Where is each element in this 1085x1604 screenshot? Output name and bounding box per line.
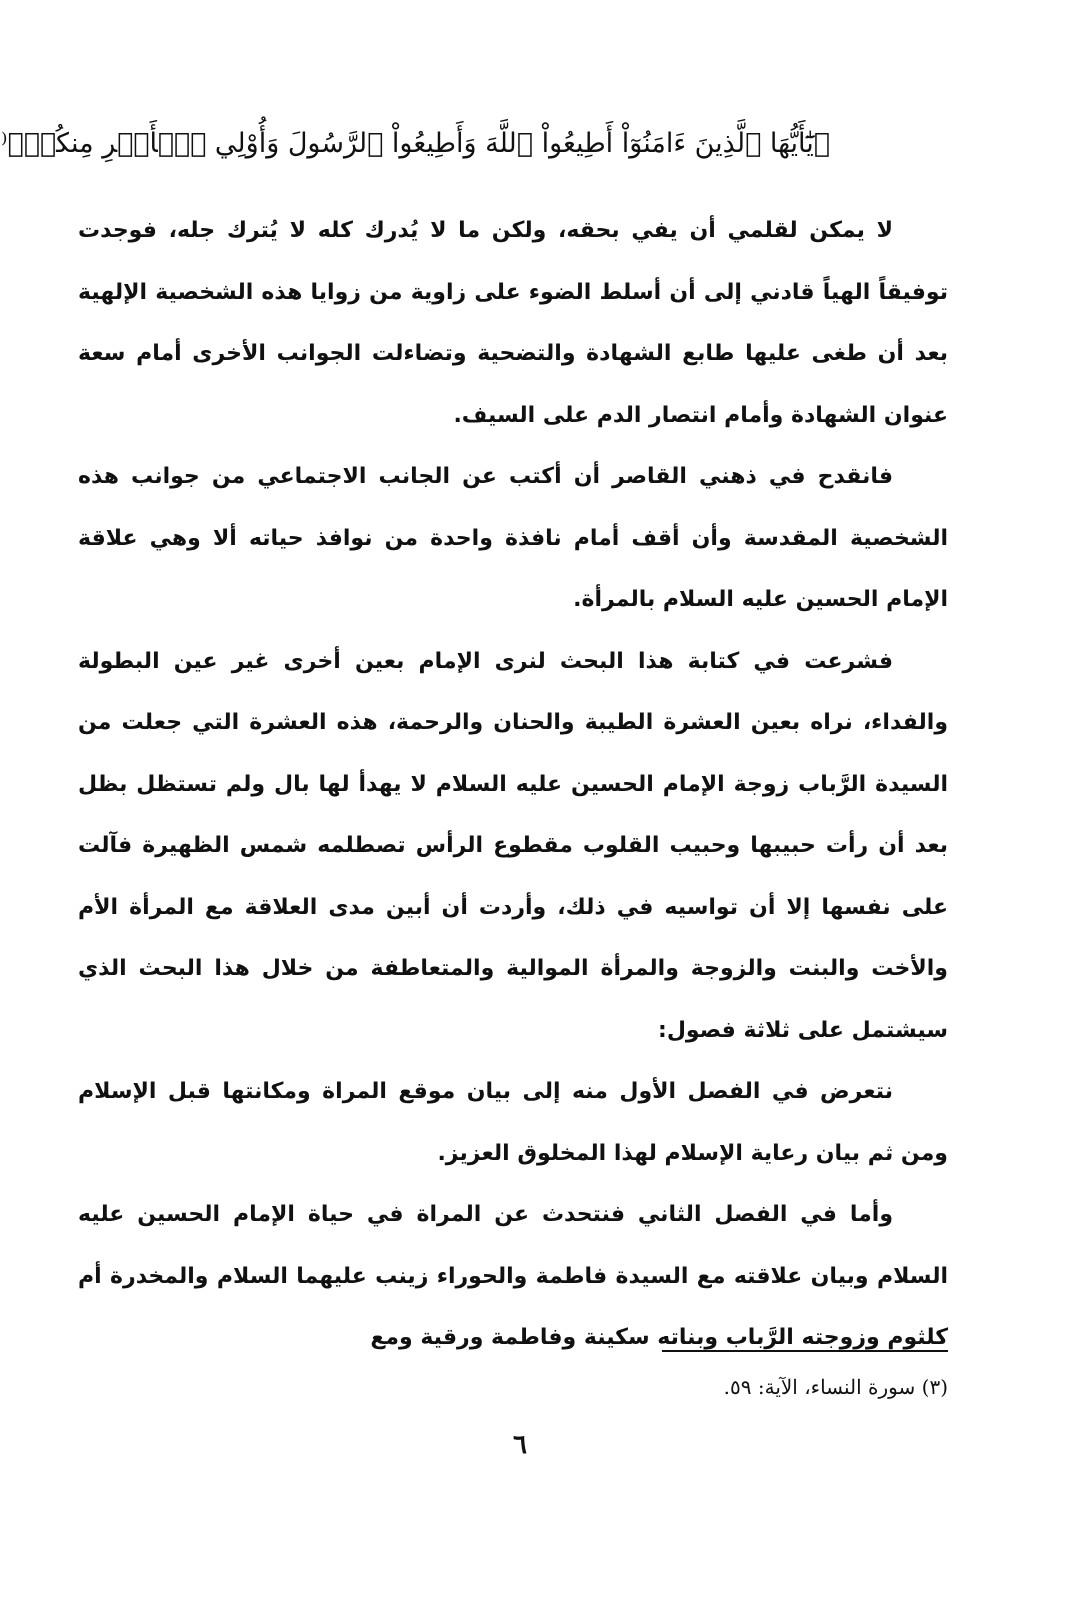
footnote-separator (662, 1350, 948, 1352)
paragraph-5: وأما في الفصل الثاني فنتحدث عن المراة في حياة الإمام الحسين عليه السلام وبيان علاقته مع السيدة فاطمة والحوراء زينب عليهما السلام والمخدرة أم كلثوم وزوجته الرَّباب وبناته سكينة وفاطمة ورقية ومع (78, 1202, 948, 1350)
footnote: (٣) سورة النساء، الآية: ٥٩. (723, 1375, 948, 1399)
quranic-verse: ﴿يَٰٓأَيُّهَا ٱلَّذِينَ ءَامَنُوٓاْ أَطِيعُواْ ٱللَّهَ وَأَطِيعُواْ ٱلرَّسُولَ وَأُوْلِي ٱلۡأَمۡرِ مِنكُمۡ﴾⁽ (0, 128, 830, 159)
page-number: ٦ (513, 1430, 527, 1460)
paragraph-2: فانقدح في ذهني القاصر أن أكتب عن الجانب الاجتماعي من جوانب هذه الشخصية المقدسة وأن أقف أمام نافذة واحدة من نوافذ حياته ألا وهي علاقة الإمام الحسين عليه السلام بالمرأة. (78, 464, 948, 612)
paragraph-3: فشرعت في كتابة هذا البحث لنرى الإمام بعين أخرى غير عين البطولة والفداء، نراه بعين العشرة الطيبة والحنان والرحمة، هذه العشرة التي جعلت من السيدة الرَّباب زوجة الإمام الحسين عليه السلام لا يهدأ لها بال ولم تستظل بظل بعد أن رأت حبيبها وحبيب القلوب مقطوع الرأس تصطلمه شمس الظهيرة فآلت على نفسها إلا أن تواسيه في ذلك، وأردت أن أبين مدى العلاقة مع المرأة الأم والأخت والبنت والزوجة والمرأة الموالية والمتعاطفة من خلال هذا البحث الذي سيشتمل على ثلاثة فصول: (78, 648, 948, 1043)
paragraph-1: لا يمكن لقلمي أن يفي بحقه، ولكن ما لا يُدرك كله لا يُترك جله، فوجدت توفيقاً الهياً قادني إلى أن أسلط الضوء على زاوية من زوايا هذه الشخصية الإلهية بعد أن طغى عليها طابع الشهادة والتضحية وتضاءلت الجوانب الأخرى أمام سعة عنوان الشهادة وأمام انتصار الدم على السيف. (78, 218, 948, 428)
body-text (78, 200, 948, 1369)
paragraph-4: نتعرض في الفصل الأول منه إلى بيان موقع المراة ومكانتها قبل الإسلام ومن ثم بيان رعاية الإسلام لهذا المخلوق العزيز. (78, 1079, 948, 1166)
